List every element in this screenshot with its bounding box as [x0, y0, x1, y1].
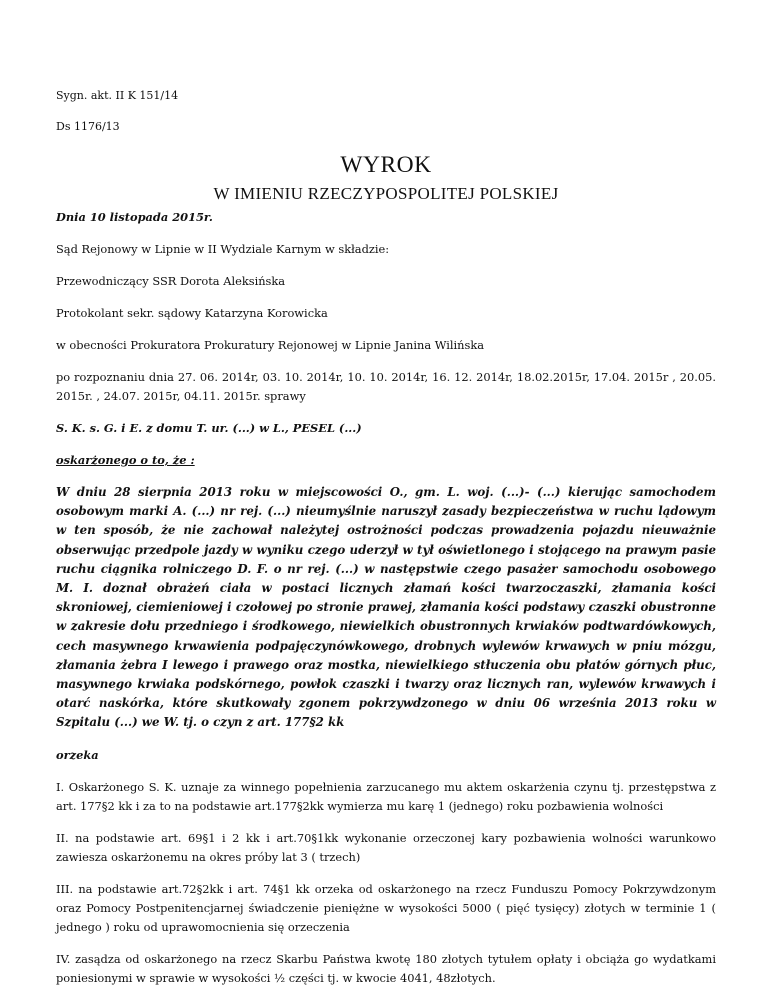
hearing-dates: po rozpoznaniu dnia 27. 06. 2014r, 03. 10. 2014r, 10. 10. 2014r, 16. 12. 2014r, 18.02.2015r, 17.04. 2015r , 20.05. 2015r. , 24.07. 2015r, 04.11. 2015r. sprawy	[56, 370, 716, 403]
ruling-item: II. na podstawie art. 69§1 i 2 kk i art.70§1kk wykonanie orzeczonej kary pozbawienia wolności warunkowo zawiesza oskarżonemu na okres próby lat 3 ( trzech)	[56, 830, 716, 864]
ds-number: Ds 1176/13	[56, 120, 120, 133]
defendant: S. K. s. G. i E. z domu T. ur. (...) w L., PESEL (...)	[56, 421, 362, 435]
judgment-date: Dnia 10 listopada 2015r.	[56, 210, 213, 224]
ruling-label: orzeka	[56, 747, 99, 762]
ruling-item: I. Oskarżonego S. K. uznaje za winnego popełnienia zarzucanego mu aktem oskarżenia czynu tj. przestępstwa z art. 177§2 kk i za to na podstawie art.177§2kk wymierza mu karę 1 (jednego) roku pozbawienia wolności	[56, 779, 716, 813]
presiding-judge: Przewodniczący SSR Dorota Aleksińska	[56, 274, 286, 288]
charged-label: oskarżonego o to, że :	[56, 453, 195, 467]
document-subtitle: W IMIENIU RZECZYPOSPOLITEJ POLSKIEJ	[213, 184, 559, 203]
ruling-item: IV. zasądza od oskarżonego na rzecz Skarbu Państwa kwotę 180 złotych tytułem opłaty i obciąża go wydatkami poniesionymi w sprawie w wysokości ½ części tj. w kwocie 4041, 48złotych.	[56, 951, 716, 985]
case-number: Sygn. akt. II K 151/14	[56, 89, 179, 102]
judgment-document	[56, 86, 716, 988]
document-title: WYROK	[340, 152, 432, 178]
court-clerk: Protokolant sekr. sądowy Katarzyna Korowicka	[56, 306, 328, 320]
prosecutor: w obecności Prokuratora Prokuratury Rejonowej w Lipnie Janina Wilińska	[56, 338, 485, 352]
charge-text: W dniu 28 sierpnia 2013 roku w miejscowości O., gm. L. woj. (...)- (...) kierując samochodem osobowym marki A. (...) nr rej. (...) nieumyślnie naruszył zasady bezpieczeństwa w ruchu lądowym w ten sposób, że nie zachował należytej ostrożności podczas prowadzenia pojazdu nieuważnie obserwując przedpole jazdy w wyniku czego uderzył w tył oświetlonego i stojącego na prawym pasie ruchu ciągnika rolniczego D. F. o nr rej. (...) w następstwie czego pasażer samochodu osobowego M. I. doznał obrażeń ciała w postaci licznych złamań kości twarzoczaszki, złamania kości skroniowej, ciemieniowej i czołowej po stronie prawej, złamania kości podstawy czaszki obustronne w zakresie dołu przedniego i środkowego, niewielkich obustronnych krwiaków podtwardówkowych, cech masywnego krwawienia podpajęczynówkowego, drobnych wylewów krwawych w pniu mózgu, złamania żebra I lewego i prawego oraz mostka, niewielkiego stłuczenia obu płatów górnych płuc, masywnego krwiaka podskórnego, powłok czaszki i twarzy oraz licznych ran, wylewów krwawych i otarć naskórka, które skutkowały zgonem pokrzywdzonego w dniu 06 września 2013 roku w Szpitalu (...) we W. tj. o czyn z art. 177§2 kk	[56, 485, 716, 730]
ruling-item: III. na podstawie art.72§2kk i art. 74§1 kk orzeka od oskarżonego na rzecz Funduszu Pomocy Pokrzywdzonym oraz Pomocy Postpenitencjarnej świadczenie pieniężne w wysokości 5000 ( pięć tysięcy) złotych w terminie 1 ( jednego ) roku od uprawomocnienia się orzeczenia	[56, 881, 716, 934]
court-composition: Sąd Rejonowy w Lipnie w II Wydziale Karnym w składzie:	[56, 242, 390, 256]
